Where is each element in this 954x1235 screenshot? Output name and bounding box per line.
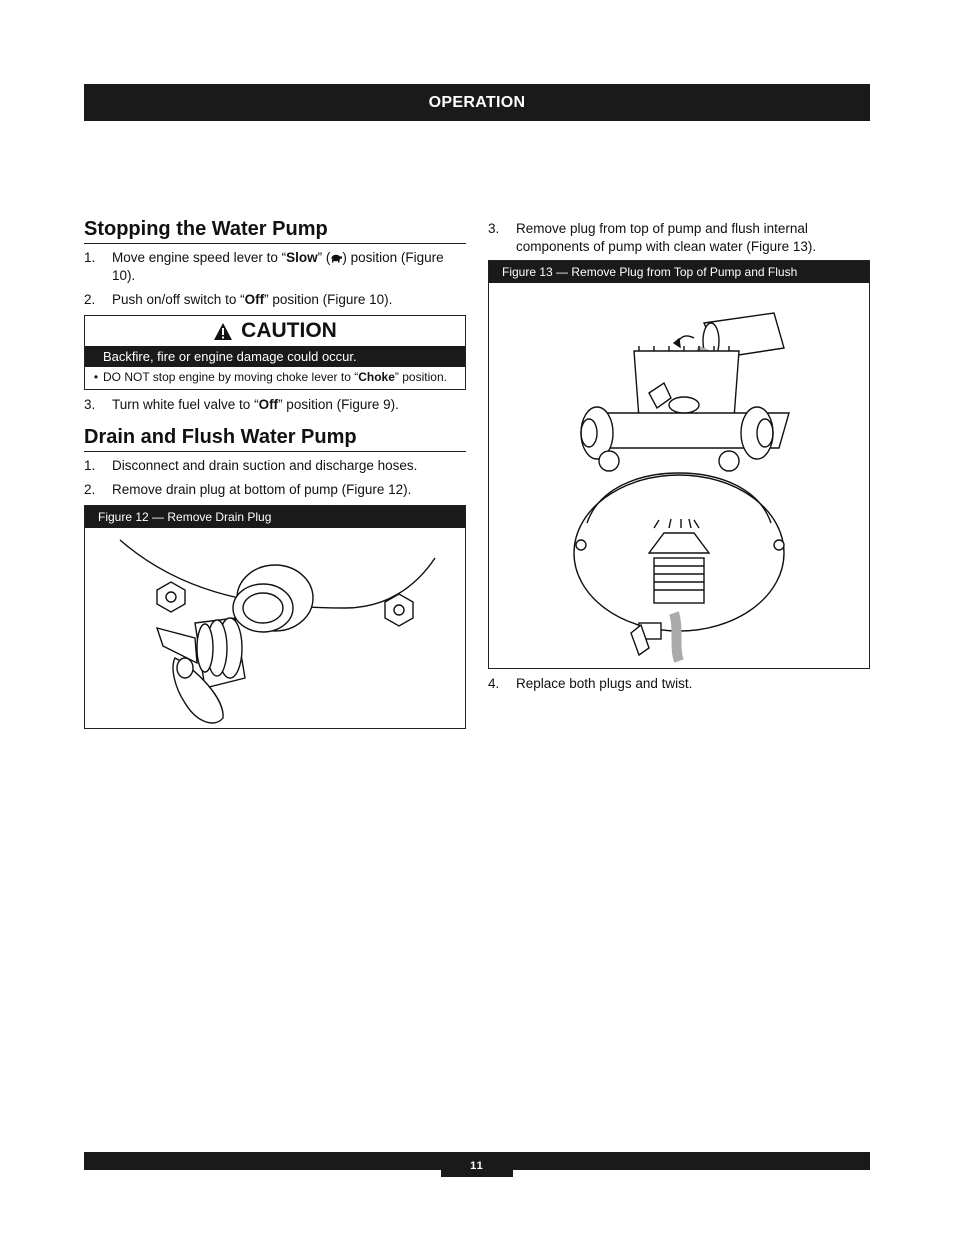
step-text: Push on/off switch to “Off” position (Figure 10). <box>112 292 393 307</box>
stopping-steps <box>84 249 466 309</box>
list-item <box>84 249 466 285</box>
figure-12-caption: Figure 12 — Remove Drain Plug <box>85 506 465 528</box>
turtle-icon <box>330 253 342 263</box>
section-header: OPERATION <box>84 84 870 121</box>
page-number: 11 <box>441 1152 513 1177</box>
bullet-mark: • <box>93 370 99 384</box>
caution-box <box>84 315 466 390</box>
step-text: Disconnect and drain suction and discharge hoses. <box>112 458 418 473</box>
step-text: Remove plug from top of pump and flush internal components of pump with clean water (Figure 13). <box>516 221 817 254</box>
drain-steps <box>84 457 466 499</box>
step-text: Remove drain plug at bottom of pump (Figure 12). <box>112 482 412 497</box>
step-number: 3. <box>488 221 500 236</box>
step-text: Turn white fuel valve to “Off” position (Figure 9). <box>112 397 399 412</box>
list-item <box>488 675 870 693</box>
list-item <box>84 457 466 475</box>
figure-13-caption: Figure 13 — Remove Plug from Top of Pump and Flush <box>489 261 869 283</box>
drain-plug-illustration <box>85 528 465 728</box>
step-text: Replace both plugs and twist. <box>516 676 693 691</box>
caution-title: CAUTION <box>241 319 337 342</box>
drain-steps-final <box>488 675 870 693</box>
step-number: 3. <box>84 397 96 412</box>
step-number: 1. <box>84 250 96 265</box>
list-item <box>84 481 466 499</box>
caution-bullet <box>85 367 465 389</box>
caution-text: DO NOT stop engine by moving choke lever to “Choke” position. <box>103 370 447 384</box>
stopping-steps-cont <box>84 396 466 414</box>
step-number: 4. <box>488 676 500 691</box>
drain-steps-cont <box>488 220 870 256</box>
step-number: 2. <box>84 292 96 307</box>
figure-12 <box>84 505 466 729</box>
step-number: 1. <box>84 458 96 473</box>
caution-title-row <box>85 316 465 346</box>
warning-triangle-icon <box>213 322 233 341</box>
list-item <box>488 220 870 256</box>
flush-pump-illustration <box>489 283 869 668</box>
caution-subtitle: Backfire, fire or engine damage could occur. <box>85 346 465 367</box>
step-number: 2. <box>84 482 96 497</box>
left-column <box>84 218 466 729</box>
list-item <box>84 396 466 414</box>
step-text: Move engine speed lever to “Slow” ( ) position (Figure 10). <box>112 250 444 283</box>
figure-13 <box>488 260 870 669</box>
stopping-heading: Stopping the Water Pump <box>84 218 466 244</box>
drain-heading: Drain and Flush Water Pump <box>84 426 466 452</box>
right-column <box>488 220 870 699</box>
list-item <box>84 291 466 309</box>
